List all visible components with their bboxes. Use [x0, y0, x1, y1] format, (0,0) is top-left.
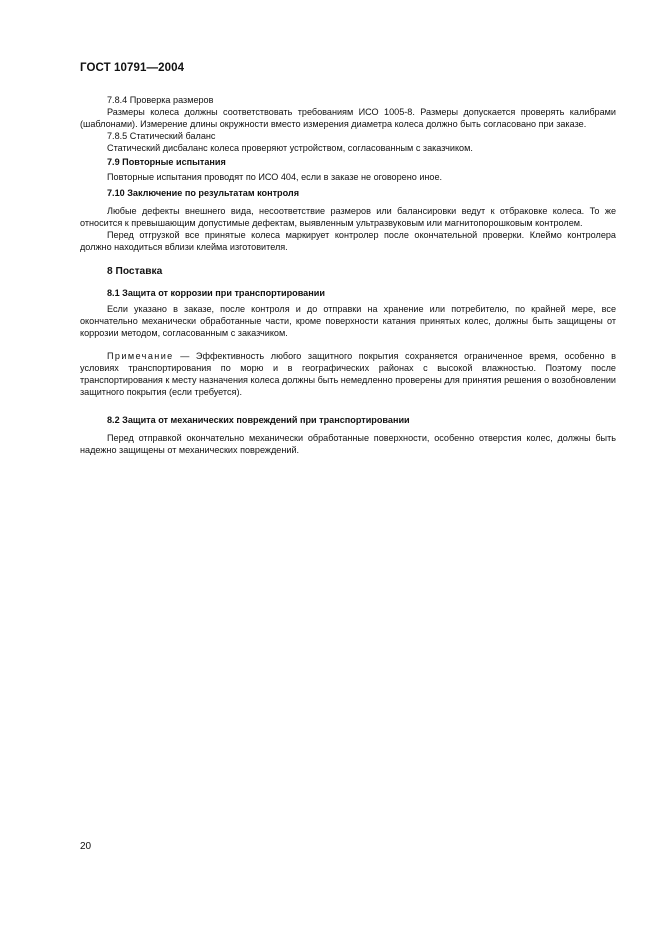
section-8-1-heading: 8.1 Защита от коррозии при транспортировании: [107, 287, 325, 298]
section-7-10-heading: 7.10 Заключение по результатам контроля: [107, 188, 300, 199]
section-7-8-5-title: 7.8.5 Статический баланс: [107, 130, 216, 141]
section-8-2-text: Перед отправкой окончательно механически обработанные поверхности, особенно отверстия колес, должны быть надежно защищены от механических повреждений.: [80, 432, 616, 455]
section-7-8-4-title: 7.8.4 Проверка размеров: [107, 95, 214, 105]
section-7-9-heading: 7.9 Повторные испытания: [107, 156, 226, 167]
section-7-10-text-1: Любые дефекты внешнего вида, несоответствие размеров или балансировки ведут к отбраковке колеса. То же относится к превышающим допустимые дефектам, выявленным ультразвуковым или магнитопорошковым контролем.: [80, 206, 616, 229]
page-number: 20: [80, 841, 92, 852]
section-8-heading: 8 Поставка: [107, 265, 163, 277]
section-7-9-text: Повторные испытания проводят по ИСО 404, если в заказе не оговорено иное.: [107, 172, 443, 183]
note-paragraph: [80, 351, 616, 399]
section-8-1-text: Если указано в заказе, после контроля и до отправки на хранение или потребителю, по крайней мере, все окончательно механически обработанные части, кроме поверхности катания принятых колес, должны быть защищены от коррозии методом, согласованным с заказчиком.: [80, 303, 616, 338]
section-8-2-heading: 8.2 Защита от механических повреждений при транспортировании: [107, 415, 410, 426]
note-text: — Эффективность любого защитного покрытия сохраняется ограниченное время, особенно в условиях транспортирования по морю и в географических районах с высокой влажностью. Поэтому после транспортирования к месту назначения колеса должны быть немедленно проверены для принятия решения о возобновлении защитного покрытия (если требуется).: [80, 351, 616, 398]
section-7-8-5-text: Статический дисбаланс колеса проверяют устройством, согласованным с заказчиком.: [107, 142, 473, 153]
section-7-10-text-2: Перед отгрузкой все принятые колеса маркирует контролер после окончательной проверки. Клеймо контролера должно находиться вблизи клейма изготовителя.: [80, 230, 616, 252]
note-label: Примечание: [107, 351, 174, 362]
section-7-8-4-text: Размеры колеса должны соответствовать требованиям ИСО 1005-8. Размеры допускается проверять калибрами (шаблонами). Измерение длины окружности вместо измерения диаметра колеса должно быть согласовано при заказе.: [80, 106, 616, 129]
document-body: [80, 95, 616, 457]
document-header: ГОСТ 10791—2004: [80, 62, 185, 74]
